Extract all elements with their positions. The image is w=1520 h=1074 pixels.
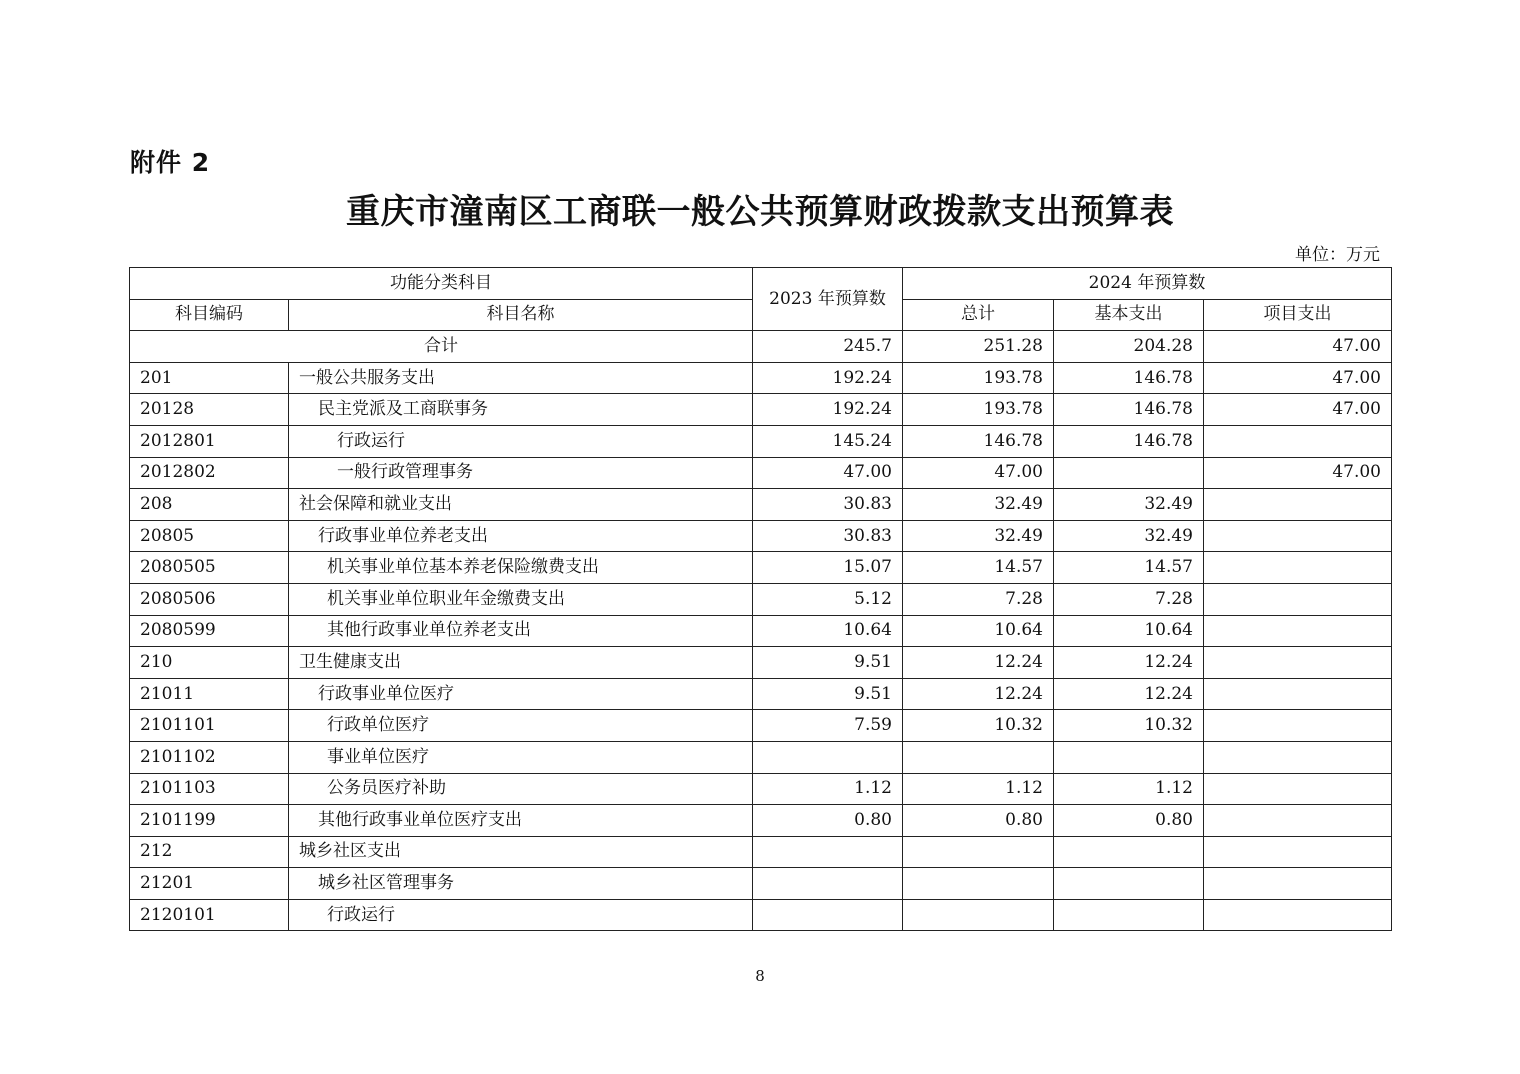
row-code: 2101102 xyxy=(130,741,289,773)
table-row xyxy=(130,773,1392,805)
table-row xyxy=(130,489,1392,521)
attachment-label: 附件 2 xyxy=(130,148,211,177)
row-budget-2023: 7.59 xyxy=(753,710,903,742)
row-basic: 12.24 xyxy=(1054,678,1204,710)
row-total xyxy=(903,899,1054,931)
row-budget-2023: 192.24 xyxy=(753,362,903,394)
row-name: 一般公共服务支出 xyxy=(289,362,753,394)
header-name: 科目名称 xyxy=(289,299,753,331)
table-row xyxy=(130,394,1392,426)
row-project xyxy=(1204,647,1392,679)
row-code: 2012801 xyxy=(130,425,289,457)
row-total: 12.24 xyxy=(903,647,1054,679)
row-basic xyxy=(1054,868,1204,900)
row-basic: 7.28 xyxy=(1054,583,1204,615)
row-name: 行政事业单位医疗 xyxy=(289,678,753,710)
row-name: 城乡社区管理事务 xyxy=(289,868,753,900)
row-project xyxy=(1204,899,1392,931)
total-project: 47.00 xyxy=(1204,331,1392,363)
total-label: 合计 xyxy=(130,331,753,363)
row-total: 14.57 xyxy=(903,552,1054,584)
row-name: 其他行政事业单位养老支出 xyxy=(289,615,753,647)
row-code: 20128 xyxy=(130,394,289,426)
row-name: 行政事业单位养老支出 xyxy=(289,520,753,552)
row-total xyxy=(903,836,1054,868)
row-code: 212 xyxy=(130,836,289,868)
row-project xyxy=(1204,678,1392,710)
table-row xyxy=(130,425,1392,457)
row-total xyxy=(903,741,1054,773)
row-basic: 32.49 xyxy=(1054,489,1204,521)
row-total: 12.24 xyxy=(903,678,1054,710)
row-basic: 10.32 xyxy=(1054,710,1204,742)
row-budget-2023 xyxy=(753,836,903,868)
row-total: 193.78 xyxy=(903,362,1054,394)
row-basic xyxy=(1054,836,1204,868)
header-project: 项目支出 xyxy=(1204,299,1392,331)
row-total: 0.80 xyxy=(903,805,1054,837)
row-budget-2023: 192.24 xyxy=(753,394,903,426)
row-project xyxy=(1204,836,1392,868)
total-row xyxy=(130,331,1392,363)
row-code: 2080505 xyxy=(130,552,289,584)
row-project xyxy=(1204,489,1392,521)
page-number: 8 xyxy=(755,967,765,985)
table-row xyxy=(130,899,1392,931)
row-budget-2023: 15.07 xyxy=(753,552,903,584)
document-title: 重庆市潼南区工商联一般公共预算财政拨款支出预算表 xyxy=(346,192,1174,232)
row-code: 2080599 xyxy=(130,615,289,647)
row-basic xyxy=(1054,899,1204,931)
row-project: 47.00 xyxy=(1204,362,1392,394)
row-total: 7.28 xyxy=(903,583,1054,615)
table-row xyxy=(130,805,1392,837)
row-project xyxy=(1204,773,1392,805)
total-total: 251.28 xyxy=(903,331,1054,363)
header-budget-2023: 2023 年预算数 xyxy=(753,268,903,331)
row-basic: 32.49 xyxy=(1054,520,1204,552)
table-row xyxy=(130,741,1392,773)
row-project xyxy=(1204,868,1392,900)
row-basic: 0.80 xyxy=(1054,805,1204,837)
table-row xyxy=(130,678,1392,710)
row-name: 机关事业单位职业年金缴费支出 xyxy=(289,583,753,615)
row-code: 2080506 xyxy=(130,583,289,615)
row-total: 32.49 xyxy=(903,520,1054,552)
row-total: 193.78 xyxy=(903,394,1054,426)
row-name: 公务员医疗补助 xyxy=(289,773,753,805)
row-code: 208 xyxy=(130,489,289,521)
row-code: 2101103 xyxy=(130,773,289,805)
header-function-category: 功能分类科目 xyxy=(130,268,753,300)
header-code: 科目编码 xyxy=(130,299,289,331)
row-name: 行政单位医疗 xyxy=(289,710,753,742)
row-basic: 14.57 xyxy=(1054,552,1204,584)
total-budget-2023: 245.7 xyxy=(753,331,903,363)
row-budget-2023: 30.83 xyxy=(753,520,903,552)
table-row xyxy=(130,647,1392,679)
row-project: 47.00 xyxy=(1204,394,1392,426)
total-basic: 204.28 xyxy=(1054,331,1204,363)
row-budget-2023: 47.00 xyxy=(753,457,903,489)
unit-label: 单位：万元 xyxy=(1295,245,1380,265)
row-name: 行政运行 xyxy=(289,425,753,457)
row-name: 民主党派及工商联事务 xyxy=(289,394,753,426)
row-code: 2120101 xyxy=(130,899,289,931)
row-code: 201 xyxy=(130,362,289,394)
row-basic xyxy=(1054,457,1204,489)
row-total: 1.12 xyxy=(903,773,1054,805)
row-project xyxy=(1204,520,1392,552)
row-project xyxy=(1204,425,1392,457)
row-project xyxy=(1204,741,1392,773)
row-name: 社会保障和就业支出 xyxy=(289,489,753,521)
row-budget-2023: 10.64 xyxy=(753,615,903,647)
row-name: 事业单位医疗 xyxy=(289,741,753,773)
row-budget-2023: 30.83 xyxy=(753,489,903,521)
row-basic: 1.12 xyxy=(1054,773,1204,805)
row-basic: 10.64 xyxy=(1054,615,1204,647)
header-row-1 xyxy=(130,268,1392,300)
budget-table xyxy=(129,267,1392,931)
row-budget-2023: 1.12 xyxy=(753,773,903,805)
table-row xyxy=(130,868,1392,900)
row-code: 2101101 xyxy=(130,710,289,742)
row-budget-2023: 5.12 xyxy=(753,583,903,615)
row-basic: 146.78 xyxy=(1054,425,1204,457)
row-project xyxy=(1204,710,1392,742)
header-basic: 基本支出 xyxy=(1054,299,1204,331)
row-code: 20805 xyxy=(130,520,289,552)
row-budget-2023 xyxy=(753,741,903,773)
header-budget-2024: 2024 年预算数 xyxy=(903,268,1392,300)
row-total: 10.64 xyxy=(903,615,1054,647)
row-code: 21011 xyxy=(130,678,289,710)
row-budget-2023: 9.51 xyxy=(753,678,903,710)
table-row xyxy=(130,615,1392,647)
row-total xyxy=(903,868,1054,900)
row-project xyxy=(1204,552,1392,584)
row-project xyxy=(1204,805,1392,837)
table-row xyxy=(130,362,1392,394)
row-name: 行政运行 xyxy=(289,899,753,931)
row-project xyxy=(1204,615,1392,647)
row-code: 2012802 xyxy=(130,457,289,489)
row-basic: 146.78 xyxy=(1054,394,1204,426)
row-budget-2023 xyxy=(753,899,903,931)
row-budget-2023: 9.51 xyxy=(753,647,903,679)
row-code: 2101199 xyxy=(130,805,289,837)
row-total: 10.32 xyxy=(903,710,1054,742)
table-row xyxy=(130,710,1392,742)
row-code: 21201 xyxy=(130,868,289,900)
table-row xyxy=(130,552,1392,584)
row-name: 卫生健康支出 xyxy=(289,647,753,679)
row-name: 机关事业单位基本养老保险缴费支出 xyxy=(289,552,753,584)
row-budget-2023: 0.80 xyxy=(753,805,903,837)
row-basic: 146.78 xyxy=(1054,362,1204,394)
table-row xyxy=(130,457,1392,489)
header-total: 总计 xyxy=(903,299,1054,331)
row-basic: 12.24 xyxy=(1054,647,1204,679)
table-row xyxy=(130,836,1392,868)
row-name: 其他行政事业单位医疗支出 xyxy=(289,805,753,837)
table-row xyxy=(130,583,1392,615)
row-basic xyxy=(1054,741,1204,773)
row-total: 47.00 xyxy=(903,457,1054,489)
row-name: 一般行政管理事务 xyxy=(289,457,753,489)
row-code: 210 xyxy=(130,647,289,679)
table-row xyxy=(130,520,1392,552)
row-name: 城乡社区支出 xyxy=(289,836,753,868)
row-project xyxy=(1204,583,1392,615)
row-total: 32.49 xyxy=(903,489,1054,521)
row-total: 146.78 xyxy=(903,425,1054,457)
row-budget-2023: 145.24 xyxy=(753,425,903,457)
row-project: 47.00 xyxy=(1204,457,1392,489)
row-budget-2023 xyxy=(753,868,903,900)
